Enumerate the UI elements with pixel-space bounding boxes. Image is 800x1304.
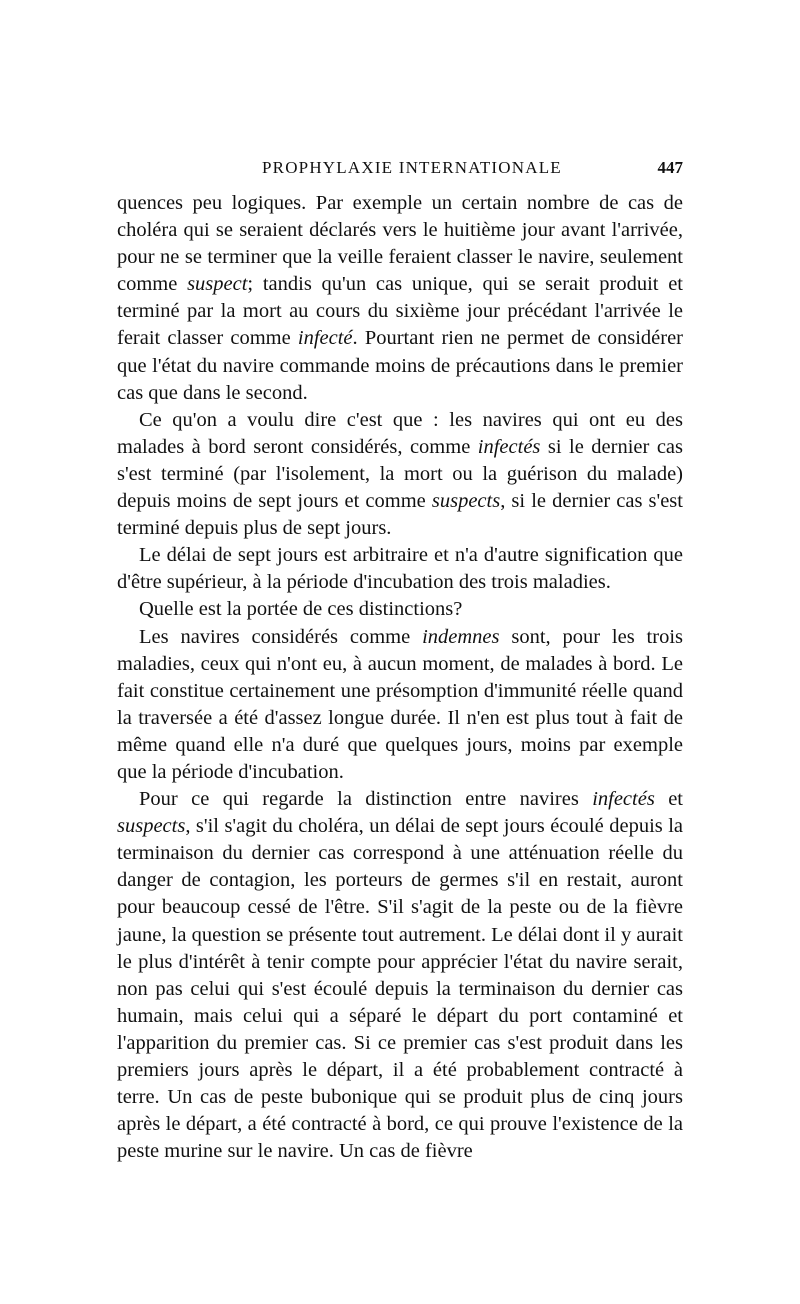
page-header	[117, 155, 683, 185]
text-run: Quelle est la portée de ces distinctions?	[139, 598, 463, 621]
text-run: Le délai de sept jours est arbitraire et n'a d'autre signification que d'être supérieur, à la période d'incubation des trois maladies.	[117, 544, 683, 594]
text-run: Les navires considérés comme	[139, 625, 423, 648]
text-run: . Pourtant rien ne permet de considérer que l'état du navire commande moins de précautions dans le premier cas que dans le second.	[117, 327, 683, 404]
text-run: Pour ce qui regarde la distinction entre navires	[139, 788, 593, 811]
italic-term: indemnes	[422, 625, 500, 648]
text-run: si le dernier cas s'est terminé (par l'isolement, la mort ou la guérison du malade) depuis moins de sept jours et comme	[117, 435, 683, 513]
page-number: 447	[657, 158, 683, 177]
italic-term: suspects	[431, 490, 501, 513]
text-run: ; tandis qu'un cas unique, qui se serait produit et terminé par la mort au cours du sixième jour précédant l'arrivée le ferait classer comme	[117, 273, 683, 350]
paragraph-4	[117, 596, 683, 623]
text-run: Ce qu'on a voulu dire c'est que : les navires qui ont eu des malades à bord seront considérés, comme	[117, 408, 683, 458]
paragraph-3	[117, 542, 683, 596]
text-run: , si le dernier cas s'est terminé depuis plus de sept jours.	[117, 490, 683, 540]
text-run: quences peu logiques. Par exemple un certain nombre de cas de choléra qui se seraient déclarés vers le huitième jour avant l'arrivée, pour ne se terminer que la veille feraient classer le navire, seulement comme	[117, 192, 683, 296]
italic-term: infecté	[297, 327, 353, 350]
italic-term: suspects	[117, 815, 186, 838]
paragraph-5	[117, 624, 683, 787]
italic-term: infectés	[592, 788, 655, 811]
italic-term: infectés	[477, 435, 541, 458]
text-run: sont, pour les trois maladies, ceux qui n'ont eu, à aucun moment, de malades à bord. Le fait constitue certainement une présomption d'immunité réelle quand la traversée a été d'assez longue durée. Il n'en est plus tout à fait de même quand elle n'a duré que quelques jours, moins par exemple que la période d'incubation.	[117, 625, 683, 783]
text-run: et	[654, 788, 683, 811]
body-text	[117, 190, 683, 1165]
paragraph-2	[117, 407, 683, 542]
running-title: PROPHYLAXIE INTERNATIONALE	[262, 158, 562, 177]
text-run: , s'il s'agit du choléra, un délai de sept jours écoulé depuis la terminaison du dernier cas correspond à une atténuation réelle du danger de contagion, les porteurs de germes s'il en restait, auront pour beaucoup cessé de l'être. S'il s'agit de la peste ou de la fièvre jaune, la question se présente tout autrement. Le délai dont il y aurait le plus d'intérêt à tenir compte pour apprécier l'état du navire serait, non pas celui qui s'est écoulé depuis la terminaison du dernier cas humain, mais celui qui a séparé le départ du port contaminé et l'apparition du premier cas. Si ce premier cas s'est produit dans les premiers jours après le départ, il a été probablement contracté à terre. Un cas de peste bubonique qui se produit plus de cinq jours après le départ, a été contracté à bord, ce qui prouve l'existence de la peste murine sur le navire. Un cas de fièvre	[117, 815, 683, 1163]
italic-term: suspect	[187, 273, 248, 296]
paragraph-1	[117, 190, 683, 407]
paragraph-6	[117, 786, 683, 1165]
